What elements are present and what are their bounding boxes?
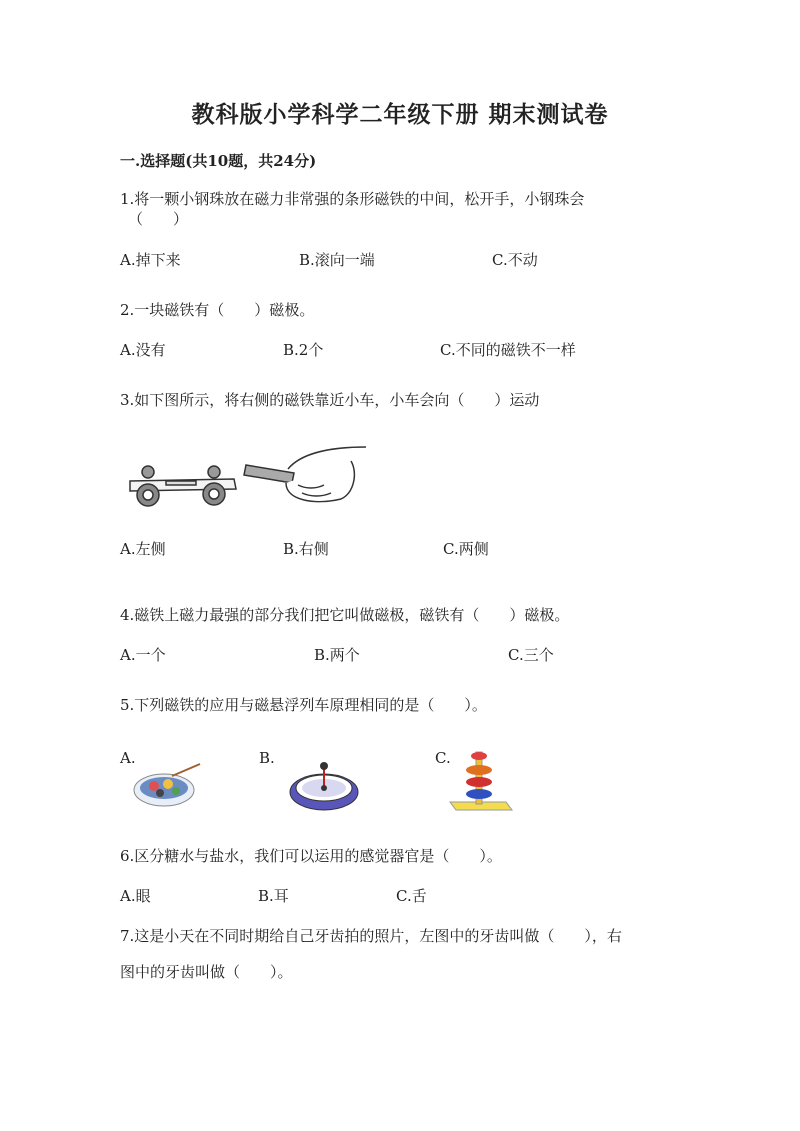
q5-option-a[interactable]: A. [120,749,136,767]
question-7-text: 7.这是小天在不同时期给自己牙齿拍的照片，左图中的牙齿叫做（ ），右 [120,927,622,945]
q6-option-a[interactable]: A.眼 [120,887,151,905]
compass-image [288,756,360,814]
page-title: 教科版小学科学二年级下册 期末测试卷 [191,101,609,128]
q3-option-c[interactable]: C.两侧 [443,540,489,558]
q5-option-c[interactable]: C. [435,749,451,767]
q3-option-b[interactable]: B.右侧 [283,540,329,558]
question-3-text: 3.如下图所示，将右侧的磁铁靠近小车，小车会向（ ）运动 [120,391,540,409]
hand-with-magnet-image [244,447,366,502]
magnetic-levitation-ring-image [446,748,514,814]
q4-option-c[interactable]: C.三个 [508,646,554,664]
question-1-text: 1.将一颗小钢珠放在磁力非常强的条形磁铁的中间，松开手，小钢珠会 [120,190,585,208]
question-2-text: 2.一块磁铁有（ ）磁极。 [120,301,315,319]
q1-option-a[interactable]: A.掉下来 [120,251,181,269]
question-4-text: 4.磁铁上磁力最强的部分我们把它叫做磁极，磁铁有（ ）磁极。 [120,606,570,624]
q2-option-b[interactable]: B.2个 [283,341,324,359]
q4-option-b[interactable]: B.两个 [314,646,360,664]
q4-option-a[interactable]: A.一个 [120,646,166,664]
q6-option-b[interactable]: B.耳 [258,887,289,905]
q2-option-c[interactable]: C.不同的磁铁不一样 [440,341,576,359]
toy-car-image [130,466,236,506]
q5-option-b[interactable]: B. [259,749,275,767]
q1-option-c[interactable]: C.不动 [492,251,538,269]
q6-option-c[interactable]: C.舌 [396,887,427,905]
car-and-magnet-illustration [126,443,376,513]
question-7-text-line2: 图中的牙齿叫做（ ）。 [120,963,293,981]
question-5-text: 5.下列磁铁的应用与磁悬浮列车原理相同的是（ ）。 [120,696,487,714]
q2-option-a[interactable]: A.没有 [120,341,166,359]
q1-option-b[interactable]: B.滚向一端 [299,251,375,269]
question-1-blank: （ ） [128,210,189,228]
q3-option-a[interactable]: A.左侧 [120,540,166,558]
section-heading: 一.选择题(共10题，共24分) [120,152,317,170]
magnetic-fishing-game-image [132,758,204,810]
question-6-text: 6.区分糖水与盐水，我们可以运用的感觉器官是（ ）。 [120,847,502,865]
